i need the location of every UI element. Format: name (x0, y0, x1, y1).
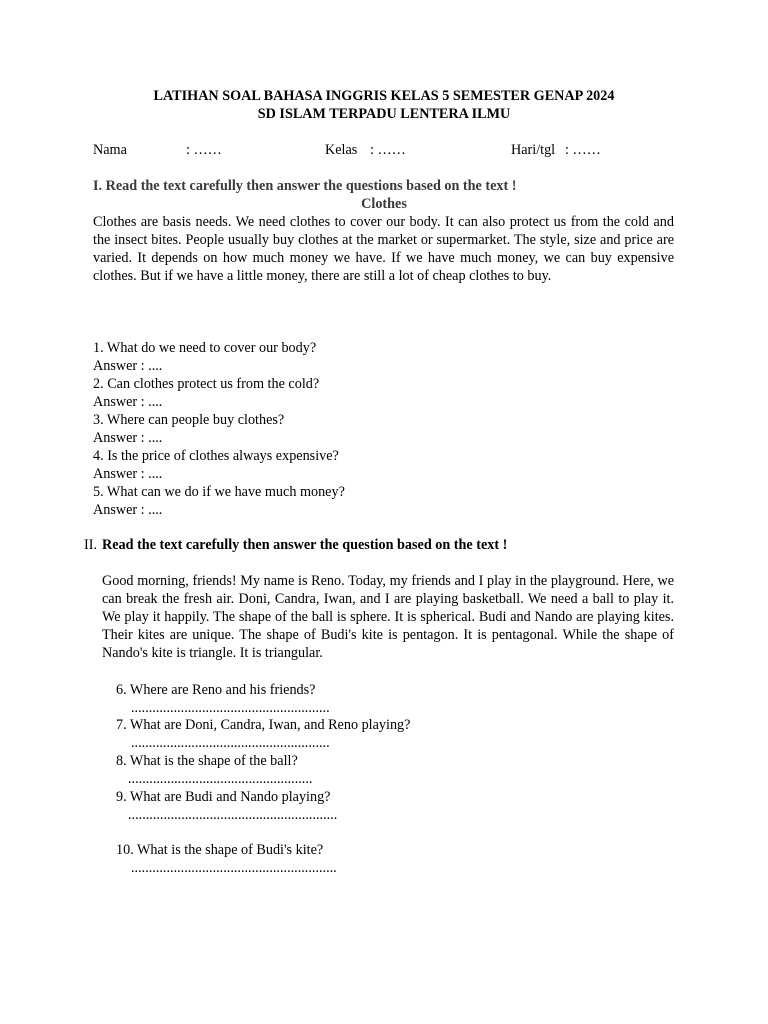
section-2-numeral: II. (84, 537, 97, 553)
question-8: 8. What is the shape of the ball? (116, 753, 298, 769)
question-9: 9. What are Budi and Nando playing? (116, 789, 331, 805)
reading-passage-clothes: Clothes are basis needs. We need clothes to cover our body. It can also protect us from the cold and the insect bites. People usually buy clothes at the market or supermarket. The style, size and price are varied. It depends on how much money we have. If we have much money, we can buy expensive clothes. But if we have a little money, there are still a lot of cheap clothes to buy. (93, 214, 674, 284)
nama-field[interactable]: : …… (186, 142, 222, 158)
kelas-label: Kelas (325, 142, 358, 158)
answer-3[interactable]: Answer : .... (93, 430, 163, 446)
question-6: 6. Where are Reno and his friends? (116, 682, 316, 698)
kelas-field[interactable]: : …… (370, 142, 406, 158)
hari-tgl-label: Hari/tgl (511, 142, 556, 158)
question-7: 7. What are Doni, Candra, Iwan, and Reno playing? (116, 717, 411, 733)
answer-line-10[interactable]: .......................................................... (131, 860, 337, 876)
question-4: 4. Is the price of clothes always expensive? (93, 448, 339, 464)
worksheet-title: LATIHAN SOAL BAHASA INGGRIS KELAS 5 SEMESTER GENAP 2024 (153, 88, 615, 104)
answer-line-6[interactable]: ........................................................ (131, 700, 330, 716)
reading-passage-playground: Good morning, friends! My name is Reno. Today, my friends and I play in the playground. Here, we can break the fresh air. Doni, Candra, Iwan, and I are playing basketball. We need a ball to play it. We play it happily. The shape of the ball is sphere. It is spherical. Budi and Nando are playing kites. Their kites are unique. The shape of Budi's kite is pentagon. It is pentagonal. While the shape of Nando's kite is triangle. It is triangular. (102, 573, 674, 661)
nama-label: Nama (93, 142, 127, 158)
answer-5[interactable]: Answer : .... (93, 502, 163, 518)
section-2-heading: Read the text carefully then answer the question based on the text ! (102, 537, 508, 553)
answer-2[interactable]: Answer : .... (93, 394, 163, 410)
question-5: 5. What can we do if we have much money? (93, 484, 345, 500)
section-1-heading: I. Read the text carefully then answer the questions based on the text ! (93, 178, 517, 194)
hari-tgl-field[interactable]: : …… (565, 142, 601, 158)
question-3: 3. Where can people buy clothes? (93, 412, 285, 428)
answer-line-9[interactable]: ........................................................... (128, 807, 338, 823)
answer-4[interactable]: Answer : .... (93, 466, 163, 482)
school-name: SD ISLAM TERPADU LENTERA ILMU (257, 106, 511, 122)
question-10: 10. What is the shape of Budi's kite? (116, 842, 324, 858)
question-1: 1. What do we need to cover our body? (93, 340, 317, 356)
reading-title-clothes: Clothes (361, 196, 407, 212)
answer-1[interactable]: Answer : .... (93, 358, 163, 374)
answer-line-7[interactable]: ........................................................ (131, 735, 330, 751)
question-2: 2. Can clothes protect us from the cold? (93, 376, 320, 392)
answer-line-8[interactable]: .................................................... (128, 771, 313, 787)
